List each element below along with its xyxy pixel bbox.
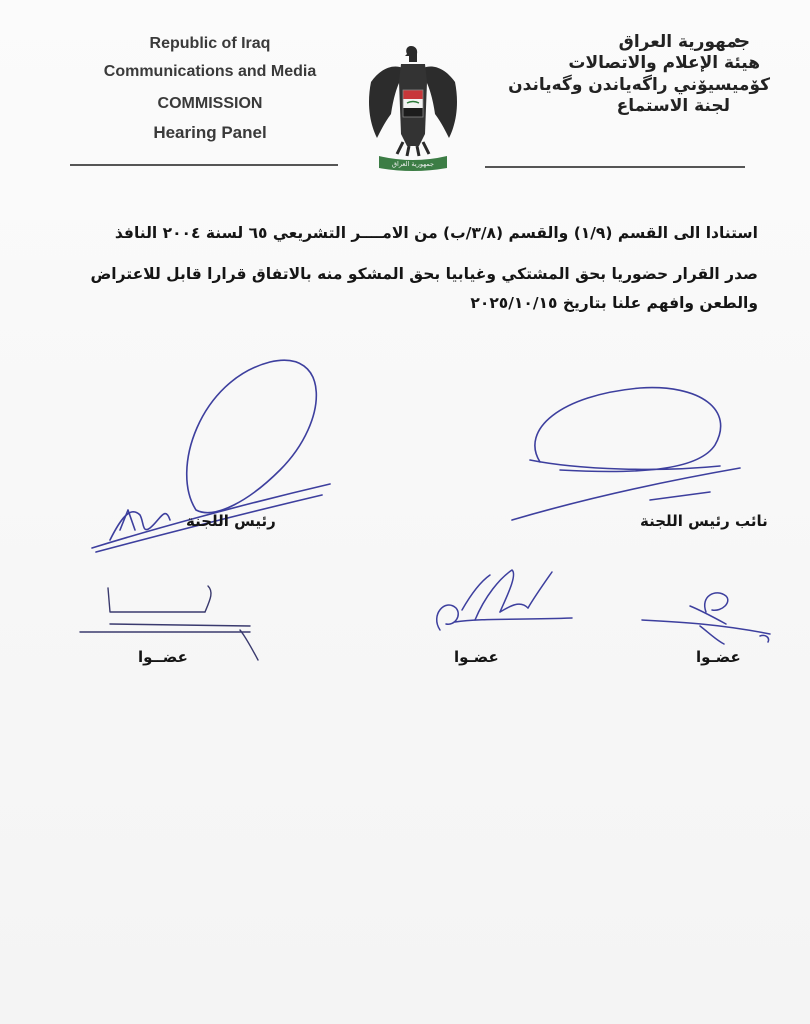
chair-label: رئيس اللجنة [186,512,276,530]
member-signature-right-icon [642,593,770,644]
legal-basis-paragraph: استنادا الى القسم (١/٩) والقسم (٣/٨/ب) من الامــــر التشريعي ٦٥ لسنة ٢٠٠٤ النافذ [114,224,758,242]
header-ar-panel: لجنة الاستماع [616,95,730,116]
header-en-country: Republic of Iraq [149,35,271,52]
decision-paragraph: صدر القرار حضوريا بحق المشتكي وغيابيا بحق المشكو منه بالاتفاق قرارا قابل للاعتراض والطعن وافهم علنا بتاريخ ٢٠٢٥/١٠/١٥ [90,265,758,312]
header-en-commission: COMMISSION [157,95,263,112]
emblem-scroll-text: جمهورية العراق [392,160,434,168]
header-en-panel: Hearing Panel [153,123,267,142]
header-ar-country: جمهورية العراق [618,32,750,52]
header-ku-org: كۆميسيۆني راگەیاندن وگەیاندن [508,74,770,95]
member-signature-center-icon [437,570,572,630]
member-label-center: عضـوا [454,648,499,666]
vice-chair-label: نائب رئيس اللجنة [640,512,768,530]
member-label-left: عضــوا [138,648,188,666]
member-label-right: عضـوا [696,648,741,666]
vice-chair-signature-icon [512,388,740,520]
header-ar-org: هيئة الإعلام والاتصالات [568,53,760,74]
header-en-org: Communications and Media [103,63,317,80]
